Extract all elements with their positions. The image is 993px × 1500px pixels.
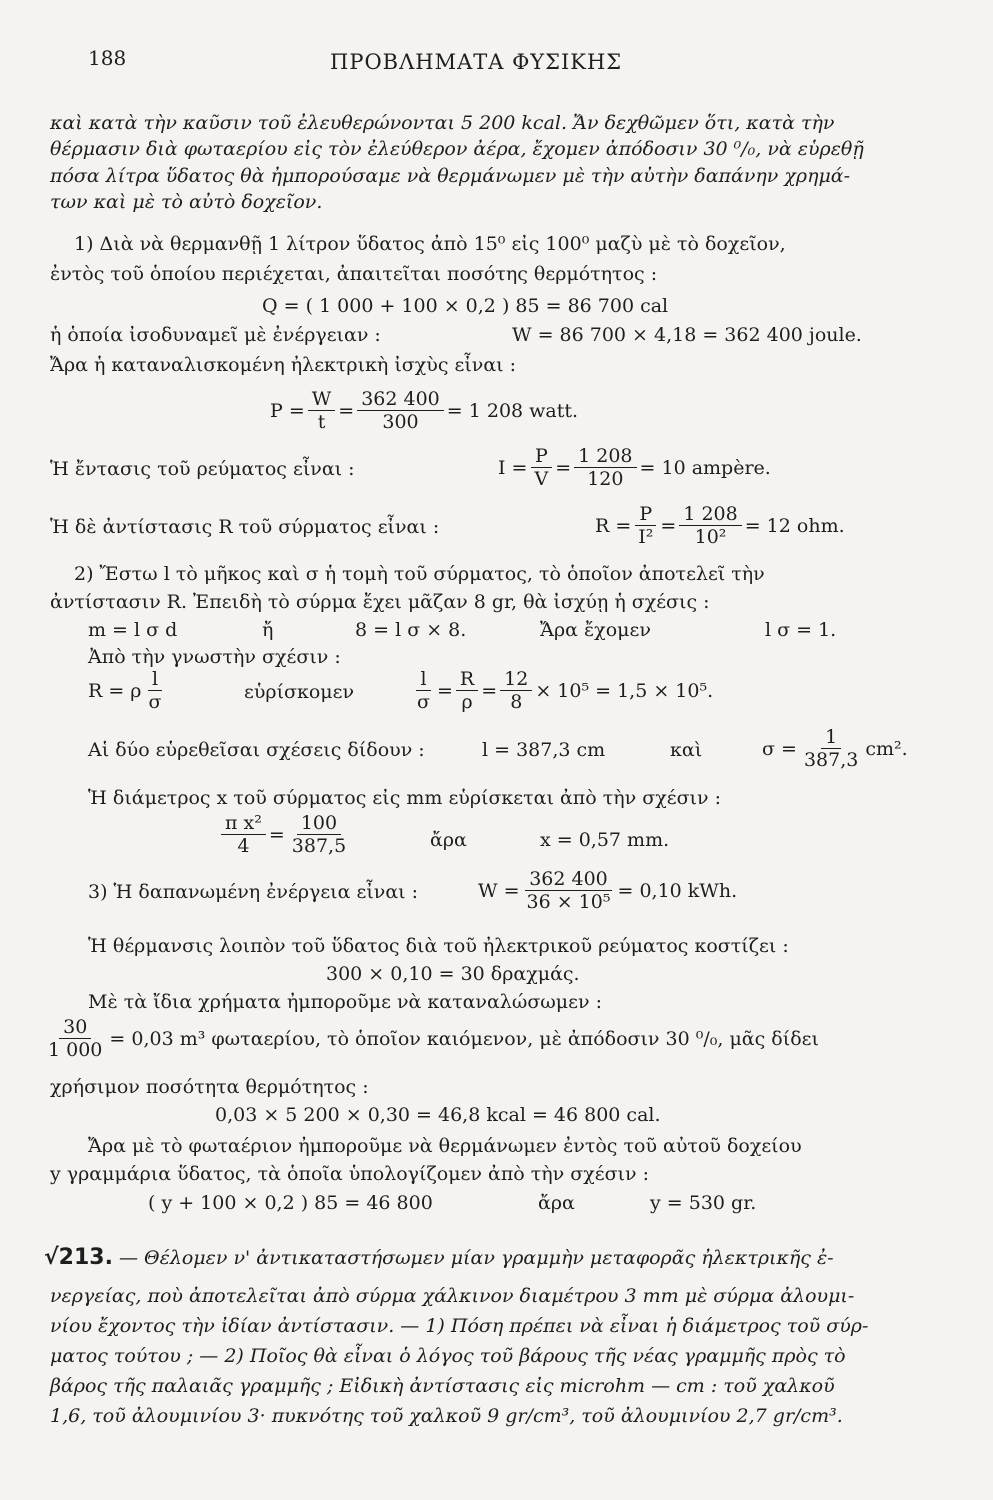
equation-cost: 300 × 0,10 = 30 δραχμάς. — [326, 963, 580, 985]
fraction: $\frac{12}{8}$ — [500, 668, 532, 713]
solution-line: Ἡ διάμετρος x τοῦ σύρματος εἰς mm εὑρίσκεται ἀπὸ τὴν σχέσιν : — [88, 787, 721, 809]
l-value: l = 387,3 cm — [482, 739, 606, 761]
equation-w: W = 86 700 × 4,18 = 362 400 joule. — [512, 324, 862, 346]
intro-line: καὶ κατὰ τὴν καῦσιν τοῦ ἐλευθερώνονται 5 200 kcal. Ἄν δεχθῶμεν ὅτι, κατὰ τὴν — [50, 112, 835, 134]
equation-gas: $\frac{30}{1 000}$ = 0,03 m³ φωταερίου, τὸ ὁποῖον καιόμενον, μὲ ἀπόδοσιν 30 ⁰/₀, μᾶς δίδει — [44, 1016, 819, 1061]
solution-line: 1) Διὰ νὰ θερμανθῇ 1 λίτρον ὕδατος ἀπὸ 15⁰ εἰς 100⁰ μαζὺ μὲ τὸ δοχεῖον, — [74, 233, 786, 255]
solution-line: Μὲ τὰ ἴδια χρήματα ἠμποροῦμε νὰ καταναλώσωμεν : — [88, 991, 602, 1013]
fraction: $\frac{P}{V}$ — [530, 445, 552, 490]
fraction: $\frac{362 400}{300}$ — [357, 388, 444, 433]
problem-213-line: νίου ἔχοντος τὴν ἰδίαν ἀντίστασιν. — 1) Πόση πρέπει νὰ εἶναι ἡ διάμετρος τοῦ σύρ- — [50, 1315, 869, 1337]
intro-line: πόσα λίτρα ὕδατος θὰ ἠμπορούσαμε νὰ θερμάνωμεν μὲ τὴν αὐτὴν δαπάνην χρημά- — [50, 165, 851, 187]
intro-line: των καὶ μὲ τὸ αὐτὸ δοχεῖον. — [50, 191, 323, 213]
problem-213-line: √213. — Θέλομεν ν' ἀντικαταστήσωμεν μίαν γραμμὴν μεταφορᾶς ἠλεκτρικῆς ἐ- — [44, 1245, 834, 1270]
page-number: 188 — [88, 46, 127, 70]
fraction: $\frac{l}{\sigma}$ — [417, 668, 430, 713]
solution-line: 2) Ἔστω l τὸ μῆκος καὶ σ ἡ τομὴ τοῦ σύρματος, τὸ ὁποῖον ἀποτελεῖ τὴν — [74, 563, 765, 585]
fraction: $\frac{362 400}{\text{36 × 10⁵}}$ — [526, 868, 611, 913]
ara-word: ἄρα — [430, 829, 467, 851]
ara-word: ἄρα — [538, 1192, 575, 1214]
solution-line: Ἀπὸ τὴν γνωστὴν σχέσιν : — [88, 646, 341, 668]
equation-diameter: $\frac{\text{π x²}}{4}$ = $\frac{100}{387,5}$ — [218, 812, 353, 857]
equation-energy: W = $\frac{362 400}{\text{36 × 10⁵}}$ = 0,10 kWh. — [478, 868, 738, 913]
equation-mass: m = l σ d — [88, 619, 178, 641]
fraction: $\frac{1}{387,3}$ — [803, 726, 859, 771]
equation-lsigma: l σ = 1. — [765, 619, 837, 641]
equation-ratio: $\frac{l}{\sigma}$ = $\frac{R}{\rho}$ = $\frac{12}{8}$ × 10⁵ = 1,5 × 10⁵. — [410, 668, 713, 713]
running-title: ΠΡΟΒΛΗΜΑΤΑ ΦΥΣΙΚΗΣ — [330, 50, 623, 74]
equation-sigma: σ = $\frac{1}{387,3}$ cm². — [762, 726, 908, 771]
solution-line: Ἡ δὲ ἀντίστασις R τοῦ σύρματος εἶναι : — [50, 516, 440, 538]
solution-line: χρήσιμον ποσότητα θερμότητος : — [50, 1076, 369, 1098]
fraction: $\frac{R}{\rho}$ — [456, 668, 478, 713]
problem-213-line: ματος τούτου ; — 2) Ποῖος θὰ εἶναι ὁ λόγος τοῦ βάρους τῆς νέας γραμμῆς πρὸς τὸ — [50, 1345, 846, 1367]
solution-line: ἡ ὁποία ἰσοδυναμεῖ μὲ ἐνέργειαν : — [50, 324, 381, 346]
equation-eight: 8 = l σ × 8. — [355, 619, 467, 641]
fraction: $\frac{30}{1 000}$ — [48, 1016, 103, 1061]
y-value: y = 530 gr. — [650, 1192, 757, 1214]
eq-lhs: P = — [270, 399, 305, 422]
kai-word: καὶ — [670, 739, 703, 761]
solution-line: Ἡ θέρμανσις λοιπὸν τοῦ ὕδατος διὰ τοῦ ἠλεκτρικοῦ ρεύματος κοστίζει : — [88, 935, 789, 957]
equation-heat: 0,03 × 5 200 × 0,30 = 46,8 kcal = 46 800 cal. — [215, 1104, 661, 1126]
eq-rhs: = 1 208 watt. — [446, 399, 579, 422]
solution-line: ἐντὸς τοῦ ὁποίου περιέχεται, ἀπαιτεῖται ποσότης θερμότητος : — [50, 263, 658, 285]
solution-line: Ἄρα ἡ καταναλισκομένη ἠλεκτρικὴ ἰσχὺς εἶναι : — [50, 354, 517, 376]
equation-current: I = $\frac{P}{V}$ = $\frac{1 208}{120}$ = 10 ampère. — [498, 445, 771, 490]
equation-rho: R = ρ $\frac{l}{\sigma}$ — [88, 668, 168, 713]
fraction: $\frac{P}{\text{I²}}$ — [634, 503, 657, 548]
problem-number: √213. — [44, 1245, 113, 1270]
ara-echomen: Ἄρα ἔχομεν — [540, 619, 651, 641]
intro-line: θέρμασιν διὰ φωταερίου εἰς τὸν ἐλεύθερον ἀέρα, ἔχομεν ἀπόδοσιν 30 ⁰/₀, νὰ εὑρεθῇ — [50, 138, 864, 160]
solution-line: y γραμμάρια ὕδατος, τὰ ὁποῖα ὑπολογίζομεν ἀπὸ τὴν σχέσιν : — [50, 1163, 650, 1185]
problem-213-line: νεργείας, ποὺ ἀποτελεῖται ἀπὸ σύρμα χάλκινον διαμέτρου 3 mm μὲ σύρμα ἀλουμι- — [50, 1285, 855, 1307]
fraction: $\frac{W}{t}$ — [308, 388, 336, 433]
or-word: ἤ — [262, 619, 274, 641]
problem-213-line: 1,6, τοῦ ἀλουμινίου 3· πυκνότης τοῦ χαλκοῦ 9 gr/cm³, τοῦ ἀλουμινίου 2,7 gr/cm³. — [50, 1405, 843, 1427]
fraction: $\frac{1 208}{120}$ — [574, 445, 636, 490]
solution-line: 3) Ἡ δαπανωμένη ἐνέργεια εἶναι : — [88, 881, 419, 903]
fraction: $\frac{1 208}{\text{10²}}$ — [679, 503, 741, 548]
equation-q: Q = ( 1 000 + 100 × 0,2 ) 85 = 86 700 cal — [262, 295, 669, 317]
equation-y: ( y + 100 × 0,2 ) 85 = 46 800 — [148, 1192, 433, 1214]
solution-line: Αἱ δύο εὑρεθεῖσαι σχέσεις δίδουν : — [88, 739, 425, 761]
equation-power: P = $\frac{W}{t}$ = $\frac{362 400}{300}$ = 1 208 watt. — [270, 388, 579, 433]
find-word: εὑρίσκομεν — [244, 681, 355, 703]
equation-resistance: R = $\frac{P}{\text{I²}}$ = $\frac{1 208}{\text{10²}}$ = 12 ohm. — [595, 503, 845, 548]
problem-213-line: βάρος τῆς παλαιᾶς γραμμῆς ; Εἰδικὴ ἀντίστασις εἰς microhm — cm : τοῦ χαλκοῦ — [50, 1375, 835, 1397]
solution-line: Ἡ ἔντασις τοῦ ρεύματος εἶναι : — [50, 458, 355, 480]
x-value: x = 0,57 mm. — [540, 829, 670, 851]
solution-line: Ἄρα μὲ τὸ φωταέριον ἠμποροῦμε νὰ θερμάνωμεν ἐντὸς τοῦ αὐτοῦ δοχείου — [88, 1135, 802, 1157]
fraction: $\frac{100}{387,5}$ — [291, 812, 347, 857]
fraction: $\frac{l}{\sigma}$ — [148, 668, 162, 713]
solution-line: ἀντίστασιν R. Ἐπειδὴ τὸ σύρμα ἔχει μᾶζαν 8 gr, θὰ ἰσχύῃ ἡ σχέσις : — [50, 591, 710, 613]
fraction: $\frac{\text{π x²}}{4}$ — [221, 812, 266, 857]
